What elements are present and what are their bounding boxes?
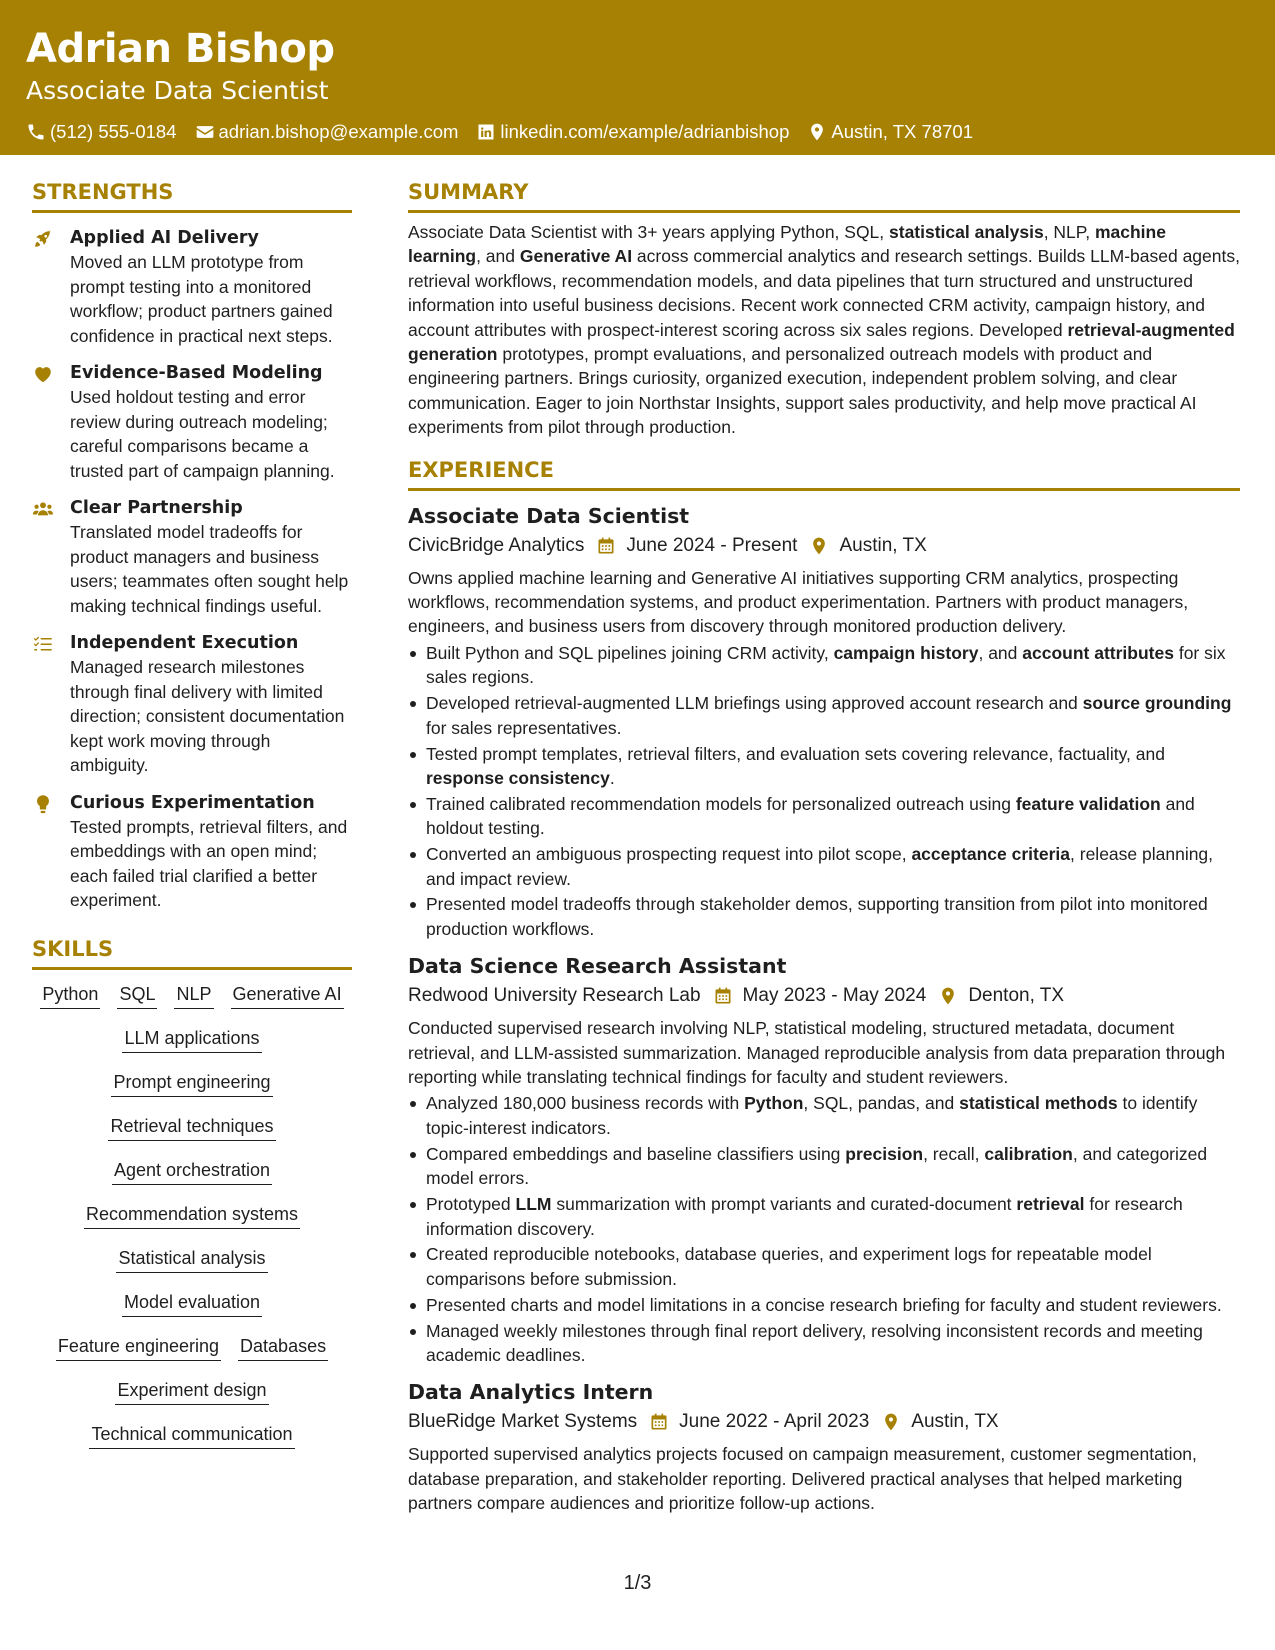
job-entry xyxy=(408,501,1240,942)
strength-title: Clear Partnership xyxy=(70,498,243,518)
text-segment: for sales representatives. xyxy=(426,717,622,738)
job-bullet xyxy=(408,641,1240,690)
skills-list xyxy=(32,982,352,1449)
job-bullet xyxy=(408,792,1240,841)
summary-heading: SUMMARY xyxy=(408,178,1240,213)
skill-tag-row xyxy=(32,1290,352,1317)
bold-text: acceptance criteria xyxy=(911,844,1071,865)
job-bullet xyxy=(408,842,1240,891)
bold-text: statistical methods xyxy=(959,1093,1118,1114)
skill-tag: LLM applications xyxy=(122,1026,261,1053)
bold-text: calibration xyxy=(984,1143,1073,1164)
skill-tag-row xyxy=(32,1378,352,1405)
job-location: Austin, TX xyxy=(839,534,927,556)
text-segment: Analyzed 180,000 business records with xyxy=(426,1093,745,1114)
skill-tag: Retrieval techniques xyxy=(108,1114,275,1141)
text-segment: , recall, xyxy=(923,1143,985,1164)
bold-text: precision xyxy=(845,1143,924,1164)
lightbulb-icon xyxy=(32,791,70,913)
envelope-icon xyxy=(195,122,215,142)
bold-text: response consistency xyxy=(426,767,610,788)
experience-list xyxy=(408,501,1240,1516)
heart-icon xyxy=(32,361,70,483)
job-bullet xyxy=(408,742,1240,791)
text-segment: Managed weekly milestones through final report delivery, resolving inconsistent records and meeting academic deadlines. xyxy=(426,1320,1203,1366)
skill-tag-row xyxy=(32,1114,352,1141)
map-pin-icon xyxy=(807,122,827,142)
job-company: BlueRidge Market Systems xyxy=(408,1411,638,1433)
users-icon xyxy=(32,496,70,618)
text-segment: Tested prompt templates, retrieval filters, and evaluation sets covering relevance, factuality, and xyxy=(426,743,1165,764)
text-segment: Associate Data Scientist with 3+ years applying Python, SQL, xyxy=(408,222,890,242)
skill-tag: Generative AI xyxy=(231,982,344,1009)
strength-desc: Used holdout testing and error review during outreach modeling; careful comparisons became a trusted part of campaign planning. xyxy=(70,387,335,481)
linkedin-icon xyxy=(476,122,496,142)
bold-text: Python xyxy=(744,1093,804,1114)
job-bullet xyxy=(408,892,1240,941)
job-bullets xyxy=(408,1091,1240,1367)
skills-heading: SKILLS xyxy=(32,935,352,970)
job-description: Owns applied machine learning and Generative AI initiatives supporting CRM analytics, prospecting workflows, recommendation systems, and product experimentation. Partners with product managers, engineers, and business users from discovery through monitored production delivery. xyxy=(408,567,1189,637)
text-segment: Built Python and SQL pipelines joining CRM activity, xyxy=(426,642,834,663)
job-dates: June 2024 - Present xyxy=(626,534,798,556)
strength-title: Applied AI Delivery xyxy=(70,228,259,248)
text-segment: , release planning, and impact review. xyxy=(426,844,1214,889)
job-bullet xyxy=(408,691,1240,740)
strength-desc: Managed research milestones through final delivery with limited direction; consistent documentation kept work moving through ambiguity. xyxy=(70,657,345,775)
bold-text: retrieval xyxy=(1016,1194,1085,1215)
job-location: Denton, TX xyxy=(968,985,1065,1007)
job-bullets xyxy=(408,641,1240,941)
text-segment: , NLP, xyxy=(1043,222,1095,242)
calendar-icon xyxy=(596,536,616,556)
bold-text: account attributes xyxy=(1022,642,1174,663)
map-pin-icon xyxy=(881,1412,901,1432)
contact-bar xyxy=(26,120,1249,144)
strength-item xyxy=(32,226,352,348)
strengths-heading: STRENGTHS xyxy=(32,178,352,213)
summary-text xyxy=(408,220,1240,440)
job-title: Data Analytics Intern xyxy=(408,1380,654,1405)
text-segment: Presented charts and model limitations in a concise research briefing for faculty and student reviewers. xyxy=(426,1294,1222,1315)
job-bullet xyxy=(408,1293,1240,1317)
skill-tag: Feature engineering xyxy=(56,1334,221,1361)
job-bullet xyxy=(408,1192,1240,1241)
text-segment: Developed retrieval-augmented LLM briefings using approved account research and xyxy=(426,693,1083,714)
job-dates: June 2022 - April 2023 xyxy=(679,1411,870,1433)
text-segment: Trained calibrated recommendation models for personalized outreach using xyxy=(426,793,1016,814)
skill-tag: SQL xyxy=(117,982,157,1009)
job-company: Redwood University Research Lab xyxy=(408,985,701,1007)
strength-item xyxy=(32,361,352,483)
text-segment: . xyxy=(609,767,615,788)
strength-title: Evidence-Based Modeling xyxy=(70,363,323,383)
text-segment: for research information discovery. xyxy=(426,1194,1183,1239)
strength-body xyxy=(70,361,352,483)
strength-item xyxy=(32,631,352,778)
job-entry xyxy=(408,951,1240,1367)
rocket-icon xyxy=(32,226,70,348)
bold-text: feature validation xyxy=(1015,793,1161,814)
phone-icon xyxy=(26,122,46,142)
text-segment: and holdout testing. xyxy=(426,793,1195,839)
checklist-icon xyxy=(32,631,70,778)
job-bullet xyxy=(408,1142,1240,1191)
job-title: Data Science Research Assistant xyxy=(408,954,787,979)
location-text: Austin, TX 78701 xyxy=(831,121,973,142)
calendar-icon xyxy=(649,1412,669,1432)
strength-desc: Moved an LLM prototype from prompt testing into a monitored workflow; product partners gained confidence in practical next steps. xyxy=(70,252,333,346)
page-number: 1/3 xyxy=(623,1572,652,1594)
bold-text: LLM xyxy=(515,1194,552,1215)
candidate-title: Associate Data Scientist xyxy=(26,76,329,105)
skill-tag: Databases xyxy=(238,1334,328,1361)
contact-location xyxy=(807,120,973,144)
experience-heading: EXPERIENCE xyxy=(408,456,1240,491)
contact-email[interactable] xyxy=(195,120,459,144)
strength-body xyxy=(70,631,352,778)
contact-linkedin[interactable] xyxy=(476,120,789,144)
bold-text: statistical analysis xyxy=(889,222,1044,242)
text-segment: Presented model tradeoffs through stakeholder demos, supporting transition from pilot into monitored production workflows. xyxy=(426,894,1208,939)
bold-text: retrieval-augmented generation xyxy=(408,319,1235,365)
bold-text: source grounding xyxy=(1082,693,1232,714)
skill-tag: Experiment design xyxy=(115,1378,268,1405)
strength-item xyxy=(32,791,352,913)
job-description: Conducted supervised research involving NLP, statistical modeling, structured metadata, document retrieval, and LLM-assisted summarization. Managed reproducible analysis from data preparation through reporting while translating technical findings for faculty and student reviewers. xyxy=(408,1018,1226,1088)
job-bullet xyxy=(408,1091,1240,1140)
job-description: Supported supervised analytics projects focused on campaign measurement, customer segmentation, database preparation, and stakeholder reporting. Delivered practical analyses that helped marketing partners compare audiences and prioritize follow-up actions. xyxy=(408,1444,1197,1514)
job-bullet xyxy=(408,1242,1240,1291)
bold-text: Generative AI xyxy=(519,246,633,267)
text-segment: , and xyxy=(476,246,520,267)
email-text: adrian.bishop@example.com xyxy=(218,121,459,142)
text-segment: , and xyxy=(978,642,1023,663)
skill-tag-row xyxy=(32,1246,352,1273)
job-meta xyxy=(408,532,1240,560)
text-segment: Compared embeddings and baseline classifiers using xyxy=(426,1143,846,1164)
strength-item xyxy=(32,496,352,618)
text-segment: Converted an ambiguous prospecting request into pilot scope, xyxy=(426,844,912,865)
job-dates: May 2023 - May 2024 xyxy=(742,985,927,1007)
job-entry xyxy=(408,1377,1240,1515)
skill-tag: Python xyxy=(40,982,100,1009)
skill-tag: NLP xyxy=(174,982,213,1009)
skill-tag: Prompt engineering xyxy=(111,1070,272,1097)
map-pin-icon xyxy=(938,986,958,1006)
resume-header xyxy=(0,0,1275,155)
skill-tag: Technical communication xyxy=(89,1422,294,1449)
job-company: CivicBridge Analytics xyxy=(408,534,585,556)
text-segment: summarization with prompt variants and curated-document xyxy=(551,1194,1017,1215)
job-meta xyxy=(408,982,1240,1010)
skill-tag: Recommendation systems xyxy=(84,1202,300,1229)
text-segment: , SQL, pandas, and xyxy=(803,1093,960,1114)
text-segment: Created reproducible notebooks, database queries, and experiment logs for repeatable model comparisons before submission. xyxy=(426,1244,1152,1289)
text-segment: Prototyped xyxy=(426,1194,516,1215)
map-pin-icon xyxy=(809,536,829,556)
right-column xyxy=(408,178,1240,1516)
job-bullet xyxy=(408,1319,1240,1368)
candidate-name: Adrian Bishop xyxy=(26,26,335,72)
skill-tag: Agent orchestration xyxy=(112,1158,272,1185)
text-segment: to identify topic-interest indicators. xyxy=(426,1093,1198,1138)
text-segment: prototypes, prompt evaluations, and personalized outreach models with product and engineering partners. Brings curiosity, organized execution, independent problem solving, and clear communication. Eager to join Northstar Insights, support sales productivity, and help move practical AI experiments from pilot through production. xyxy=(408,344,1197,438)
strength-desc: Translated model tradeoffs for product managers and business users; teammates often sought help making technical findings useful. xyxy=(70,522,349,616)
linkedin-text: linkedin.com/example/adrianbishop xyxy=(500,121,790,142)
skill-tag: Model evaluation xyxy=(122,1290,262,1317)
left-column xyxy=(32,178,352,1449)
contact-phone[interactable] xyxy=(26,120,177,144)
phone-text: (512) 555-0184 xyxy=(50,121,177,142)
text-segment: , and categorized model errors. xyxy=(426,1143,1208,1189)
skill-tag-row xyxy=(32,1026,352,1053)
job-meta xyxy=(408,1408,1240,1436)
strength-body xyxy=(70,226,352,348)
strength-desc: Tested prompts, retrieval filters, and embeddings with an open mind; each failed trial clarified a better experiment. xyxy=(70,816,348,910)
strength-body xyxy=(70,496,352,618)
skill-tag-row xyxy=(32,1422,352,1449)
bold-text: machine learning xyxy=(408,222,1166,267)
skill-tag: Statistical analysis xyxy=(116,1246,267,1273)
skill-tag-row xyxy=(32,1070,352,1097)
job-title: Associate Data Scientist xyxy=(408,503,690,528)
bold-text: campaign history xyxy=(833,642,979,663)
strength-title: Curious Experimentation xyxy=(70,792,315,813)
skill-tag-row xyxy=(32,1202,352,1229)
text-segment: across commercial analytics and research settings. Builds LLM-based agents, retrieval workflows, recommendation models, and data pipelines that turn structured and unstructured information into useful business decisions. Recent work connected CRM activity, campaign history, and account attributes with prospect-interest scoring across six sales regions. Developed xyxy=(408,246,1240,340)
calendar-icon xyxy=(713,986,733,1006)
text-segment: for six sales regions. xyxy=(426,642,1226,688)
strengths-list xyxy=(32,226,352,913)
strength-title: Independent Execution xyxy=(70,633,299,653)
job-location: Austin, TX xyxy=(911,1411,999,1433)
skill-tag-row xyxy=(32,1158,352,1185)
strength-body xyxy=(70,791,352,913)
